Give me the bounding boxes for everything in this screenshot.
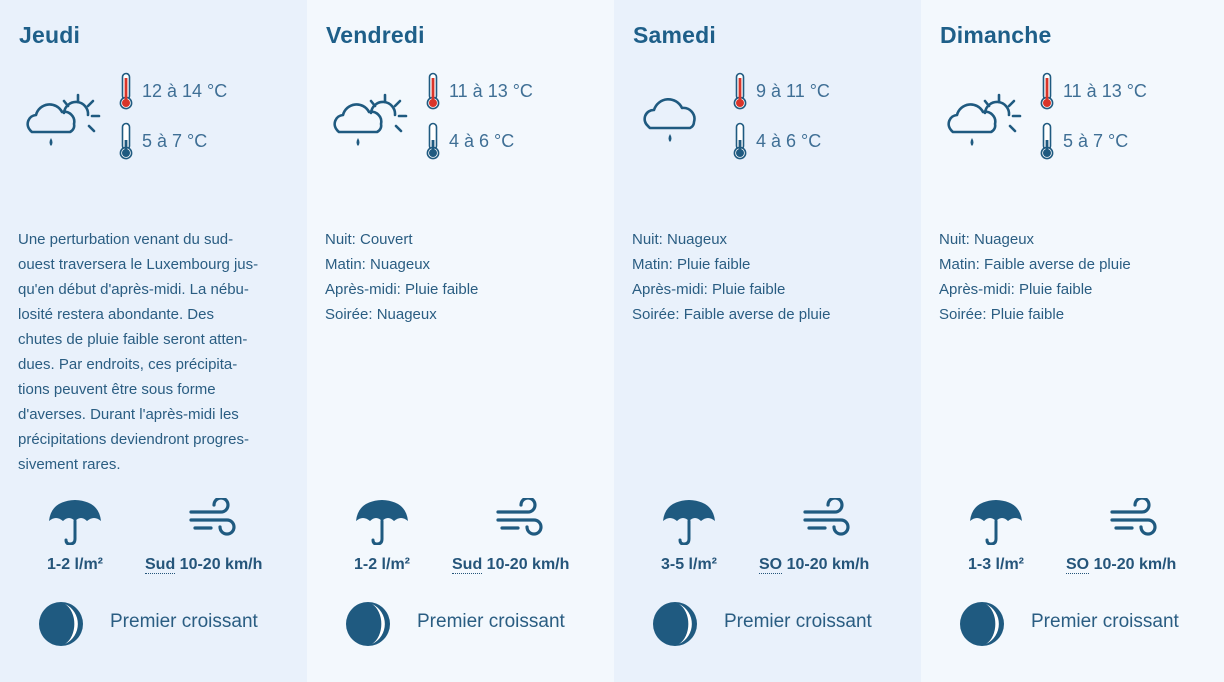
description-line: Matin: Pluie faible <box>632 256 751 273</box>
wind-value <box>1066 556 1176 574</box>
day-column-vendredi <box>307 0 614 682</box>
moon-phase-label: Premier croissant <box>417 611 565 632</box>
thermometer-cold-icon <box>1039 122 1055 160</box>
description-line: d'averses. Durant l'après-midi les <box>18 406 239 423</box>
moon-phase-icon <box>344 600 392 648</box>
wind-direction[interactable]: Sud <box>452 556 483 573</box>
description-line: Nuit: Couvert <box>325 231 413 248</box>
description-line: Matin: Nuageux <box>325 256 431 273</box>
temp-min <box>425 122 514 160</box>
description-line: Soirée: Pluie faible <box>939 306 1065 323</box>
wind-direction[interactable]: SO <box>759 556 783 573</box>
day-description <box>632 227 908 327</box>
wind-icon <box>1108 498 1160 540</box>
wind-icon <box>494 498 546 540</box>
description-line: Une perturbation venant du sud- <box>18 231 234 248</box>
day-description <box>18 227 294 477</box>
umbrella-icon <box>661 497 717 545</box>
thermometer-hot-icon <box>1039 72 1055 110</box>
day-title: Jeudi <box>19 22 81 48</box>
description-line: qu'en début d'après-midi. La nébu- <box>18 281 249 298</box>
moon-phase-label: Premier croissant <box>1031 611 1179 632</box>
description-line: Soirée: Nuageux <box>325 306 437 323</box>
temp-min <box>118 122 207 160</box>
temp-max <box>1039 72 1147 110</box>
thermometer-cold-icon <box>425 122 441 160</box>
day-title: Vendredi <box>326 22 425 48</box>
precipitation-value: 1-2 l/m² <box>46 556 103 573</box>
umbrella-icon <box>47 497 103 545</box>
moon-phase-icon <box>37 600 85 648</box>
temp-max-value: 11 à 13 °C <box>1063 80 1147 101</box>
moon-phase-label: Premier croissant <box>724 611 872 632</box>
temp-max-value: 11 à 13 °C <box>449 80 533 101</box>
description-line: Après-midi: Pluie faible <box>939 281 1093 298</box>
umbrella-icon <box>354 497 410 545</box>
description-line: Soirée: Faible averse de pluie <box>632 306 831 323</box>
description-line: Après-midi: Pluie faible <box>632 281 786 298</box>
wind-direction[interactable]: SO <box>1066 556 1090 573</box>
description-line: sivement rares. <box>18 456 121 473</box>
temp-min-value: 5 à 7 °C <box>1063 130 1129 151</box>
moon-phase-icon <box>958 600 1006 648</box>
description-line: Matin: Faible averse de pluie <box>939 256 1131 273</box>
moon-phase-icon <box>651 600 699 648</box>
thermometer-hot-icon <box>425 72 441 110</box>
temp-min-value: 4 à 6 °C <box>449 130 515 151</box>
description-line: Nuit: Nuageux <box>632 231 728 248</box>
description-line: ouest traversera le Luxembourg jus- <box>18 256 259 273</box>
wind-icon <box>187 498 239 540</box>
cloud-sun-rain-icon <box>20 84 106 150</box>
day-title: Dimanche <box>940 22 1052 48</box>
moon-phase-label: Premier croissant <box>110 611 258 632</box>
cloud-sun-rain-icon <box>327 84 413 150</box>
description-line: Après-midi: Pluie faible <box>325 281 479 298</box>
temp-min-value: 4 à 6 °C <box>756 130 822 151</box>
temp-max <box>118 72 227 110</box>
wind-icon <box>801 498 853 540</box>
thermometer-hot-icon <box>732 72 748 110</box>
day-column-dimanche <box>921 0 1224 682</box>
wind-value <box>145 556 262 574</box>
thermometer-hot-icon <box>118 72 134 110</box>
wind-speed: 10-20 km/h <box>179 556 263 573</box>
description-line: tions peuvent être sous forme <box>18 381 216 398</box>
precipitation-value: 3-5 l/m² <box>660 556 717 573</box>
wind-value <box>452 556 569 574</box>
wind-speed: 10-20 km/h <box>786 556 870 573</box>
precipitation-value: 1-2 l/m² <box>353 556 410 573</box>
day-description <box>939 227 1215 327</box>
precipitation-value: 1-3 l/m² <box>967 556 1024 573</box>
day-column-samedi <box>614 0 921 682</box>
day-column-jeudi <box>0 0 307 682</box>
description-line: chutes de pluie faible seront atten- <box>18 331 248 348</box>
wind-speed: 10-20 km/h <box>1093 556 1177 573</box>
temp-min-value: 5 à 7 °C <box>142 130 208 151</box>
wind-value <box>759 556 869 574</box>
day-description <box>325 227 601 327</box>
temp-max-value: 12 à 14 °C <box>142 80 228 101</box>
temp-min <box>1039 122 1128 160</box>
temp-max <box>732 72 830 110</box>
temp-max <box>425 72 533 110</box>
umbrella-icon <box>968 497 1024 545</box>
cloud-sun-rain-icon <box>941 84 1027 150</box>
day-title: Samedi <box>633 22 717 48</box>
cloud-rain-icon <box>634 88 720 154</box>
wind-speed: 10-20 km/h <box>486 556 570 573</box>
description-line: dues. Par endroits, ces précipita- <box>18 356 238 373</box>
description-line: Nuit: Nuageux <box>939 231 1035 248</box>
description-line: précipitations deviendront progres- <box>18 431 249 448</box>
temp-min <box>732 122 821 160</box>
description-line: losité restera abondante. Des <box>18 306 214 323</box>
wind-direction[interactable]: Sud <box>145 556 176 573</box>
thermometer-cold-icon <box>732 122 748 160</box>
temp-max-value: 9 à 11 °C <box>756 80 830 101</box>
thermometer-cold-icon <box>118 122 134 160</box>
